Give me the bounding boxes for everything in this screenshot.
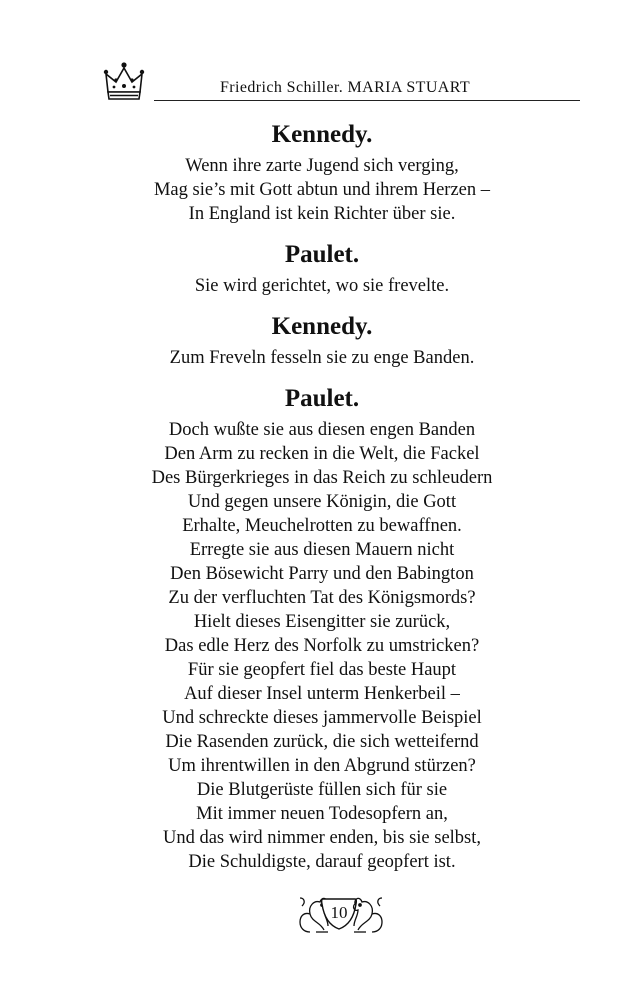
- verse-line: Mag sie’s mit Gott abtun und ihrem Herzen –: [153, 180, 491, 200]
- page-footer: [0, 890, 644, 940]
- header-rule: [154, 100, 580, 101]
- verse-line: Sie wird gerichtet, wo sie frevelte.: [194, 276, 450, 296]
- verse-line: Um ihrentwillen in den Abgrund stürzen?: [168, 756, 476, 776]
- verse-line: Hielt dieses Eisengitter sie zurück,: [193, 612, 451, 632]
- speaker-name: Kennedy.: [271, 313, 373, 340]
- play-text: [0, 118, 644, 886]
- verse-line: Den Bösewicht Parry und den Babington: [170, 564, 474, 584]
- verse-line: Die Rasenden zurück, die sich wetteifernd: [165, 732, 479, 752]
- speech-block: [0, 382, 644, 874]
- verse-line: Die Schuldigste, darauf geopfert ist.: [188, 852, 456, 872]
- verse-line: Mit immer neuen Todesopfern an,: [196, 804, 448, 824]
- heraldic-lion-icon: [350, 892, 388, 936]
- crown-icon: [100, 58, 148, 106]
- verse-line: Und schreckte dieses jammervolle Beispiel: [162, 708, 482, 728]
- verse-line: Auf dieser Insel unterm Henkerbeil –: [184, 684, 460, 704]
- verse-line: Zu der verfluchten Tat des Königsmords?: [168, 588, 476, 608]
- speech-block: [0, 118, 644, 226]
- verse-line: Das edle Herz des Norfolk zu umstricken?: [164, 636, 480, 656]
- verse-line: Zum Freveln fesseln sie zu enge Banden.: [169, 348, 475, 368]
- speaker-name: Kennedy.: [271, 121, 373, 148]
- verse-line: Die Blutgerüste füllen sich für sie: [196, 780, 448, 800]
- speech-block: [0, 238, 644, 298]
- page-header: [100, 58, 580, 108]
- speaker-name: Paulet.: [284, 385, 360, 412]
- verse-line: In England ist kein Richter über sie.: [188, 204, 456, 224]
- verse-line: Erregte sie aus diesen Mauern nicht: [189, 540, 455, 560]
- running-head: Friedrich Schiller. MARIA STUART: [220, 79, 471, 96]
- verse-line: Für sie geopfert fiel das beste Haupt: [187, 660, 457, 680]
- speaker-name: Paulet.: [284, 241, 360, 268]
- verse-line: Und das wird nimmer enden, bis sie selbst,: [162, 828, 482, 848]
- page-number: 10: [330, 903, 348, 922]
- verse-line: Des Bürgerkrieges in das Reich zu schleudern: [151, 468, 493, 488]
- verse-line: Und gegen unsere Königin, die Gott: [187, 492, 457, 512]
- verse-line: Doch wußte sie aus diesen engen Banden: [168, 420, 476, 440]
- speech-block: [0, 310, 644, 370]
- verse-line: Wenn ihre zarte Jugend sich verging,: [185, 156, 459, 176]
- verse-line: Erhalte, Meuchelrotten zu bewaffnen.: [182, 516, 462, 536]
- verse-line: Den Arm zu recken in die Welt, die Fackel: [164, 444, 480, 464]
